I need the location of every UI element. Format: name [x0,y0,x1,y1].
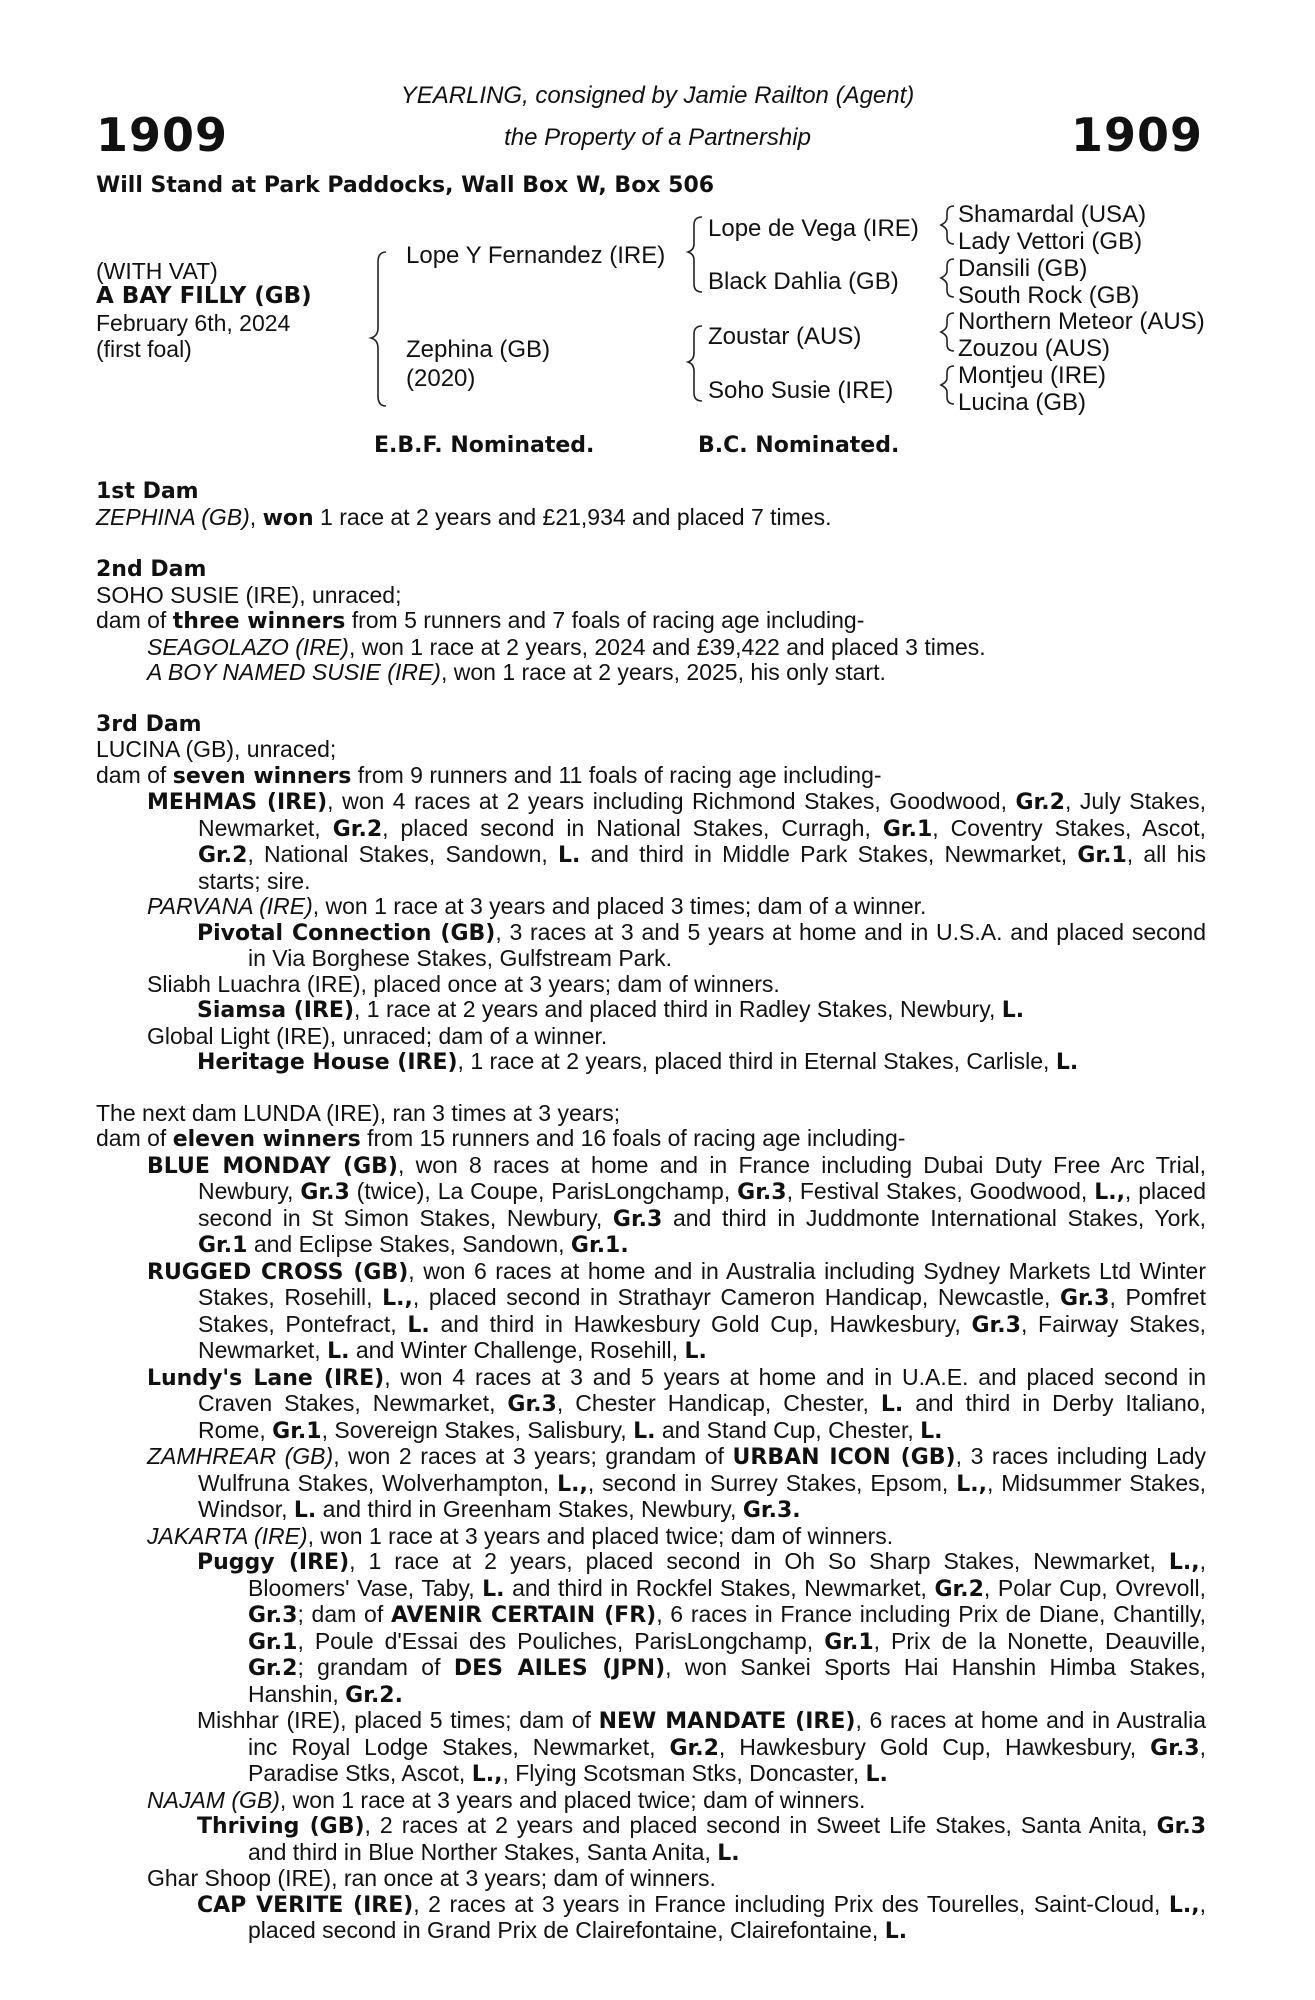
ggp-2: Lady Vettori (GB) [958,228,1143,255]
second-dam-heading: 2nd Dam [96,557,207,582]
property-line: the Property of a Partnership [504,124,811,151]
second-dam-line: SOHO SUSIE (IRE), unraced; [96,581,402,608]
list-item: MEHMAS (IRE), won 4 races at 2 years including Richmond Stakes, Goodwood, Gr.2, July Stakes, Newmarket, Gr.2, placed second in National Stakes, Curragh, Gr.1, Coventry Stakes, Ascot, Gr.2, National Stakes, Sandown, L. and third in Middle Park Stakes, Newmarket, Gr.1, all his starts; sire. [147,788,1206,894]
list-item: Siamsa (IRE), 1 race at 2 years and placed third in Radley Stakes, Newbury, L. [197,996,1025,1023]
dam-sire: Zoustar (AUS) [708,323,862,350]
third-dam-heading: 3rd Dam [96,711,202,737]
lot-number-left: 1909 [96,108,229,162]
main-brace [371,252,386,406]
horse-description: A BAY FILLY (GB) [96,283,312,309]
list-item: Lundy's Lane (IRE), won 4 races at 3 and 5 years at home and in U.A.E. and placed second in Craven Stakes, Newmarket, Gr.3, Chester Handicap, Chester, L. and third in Derby Italiano, Rome, Gr.1, Sovereign Stakes, Salisbury, L. and Stand Cup, Chester, L. [147,1363,1206,1444]
third-dam-line: LUCINA (GB), unraced; [96,736,337,762]
list-item: A BOY NAMED SUSIE (IRE), won 1 race at 2 years, 2025, his only start. [147,659,886,685]
list-item: NAJAM (GB), won 1 race at 3 years and placed twice; dam of winners. [147,1786,866,1813]
produce-record [96,478,1206,1945]
ggp-brace-2 [941,259,954,297]
dam-year: (2020) [406,365,476,392]
ggp-brace-1 [941,206,954,244]
lot-number-right: 1909 [1070,108,1203,162]
list-item: BLUE MONDAY (GB), won 8 races at home and in France including Dubai Duty Free Arc Trial, Newbury, Gr.3 (twice), La Coupe, ParisLongchamp, Gr.3, Festival Stakes, Goodwood, L.,, placed second in St Simon Stakes, Newbury, Gr.3 and third in Juddmonte International Stakes, York, Gr.1 and Eclipse Stakes, Sandown, Gr.1. [147,1151,1206,1258]
sire-brace [688,217,702,292]
third-dam-produce: dam of seven winners from 9 runners and 11 foals of racing age including- [96,761,882,789]
ggp-5: Northern Meteor (AUS) [958,308,1205,335]
list-item: SEAGOLAZO (IRE), won 1 race at 2 years, 2024 and £39,422 and placed 3 times. [147,633,986,660]
list-item: RUGGED CROSS (GB), won 6 races at home and in Australia including Sydney Markets Ltd Winter Stakes, Rosehill, L.,, placed second in Strathayr Cameron Handicap, Newcastle, Gr.3, Pomfret Stakes, Pontefract, L. and third in Hawkesbury Gold Cup, Hawkesbury, Gr.3, Fairway Stakes, Newmarket, L. and Winter Challenge, Rosehill, L. [147,1257,1206,1364]
list-item: ZAMHREAR (GB), won 2 races at 3 years; grandam of URBAN ICON (GB), 3 races including Lady Wulfruna Stakes, Wolverhampton, L.,, second in Surrey Stakes, Epsom, L.,, Midsummer Stakes, Windsor, L. and third in Greenham Stakes, Newbury, Gr.3. [147,1443,1206,1523]
sire-sire: Lope de Vega (IRE) [708,215,919,242]
stand-location: Will Stand at Park Paddocks, Wall Box W, Box 506 [96,173,715,198]
list-item: Thriving (GB), 2 races at 2 years and placed second in Sweet Life Stakes, Santa Anita, Gr.3 and third in Blue Norther Stakes, Santa Anita, L. [197,1812,1206,1866]
ggp-brace-4 [941,366,954,404]
list-item: Pivotal Connection (GB), 3 races at 3 and 5 years at home and in U.S.A. and placed second in Via Borghese Stakes, Gulfstream Park. [197,918,1206,971]
ggp-4: South Rock (GB) [958,282,1140,309]
vat-note: (WITH VAT) [96,258,218,284]
dam-name: Zephina (GB) [406,336,551,363]
sire-dam: Black Dahlia (GB) [708,268,899,295]
first-foal-note: (first foal) [96,336,192,362]
first-dam-record: ZEPHINA (GB), won 1 race at 2 years and £21,934 and placed 7 times. [96,503,832,531]
list-item: CAP VERITE (IRE), 2 races at 3 years in France including Prix des Tourelles, Saint-Cloud, L.,, placed second in Grand Prix de Clairefontaine, Clairefontaine, L. [197,1890,1206,1944]
list-item: Mishhar (IRE), placed 5 times; dam of NEW MANDATE (IRE), 6 races at home and in Australia inc Royal Lodge Stakes, Newmarket, Gr.2, Hawkesbury Gold Cup, Hawkesbury, Gr.3, Paradise Stks, Ascot, L.,, Flying Scotsman Stks, Doncaster, L. [197,1707,1206,1787]
ggp-7: Montjeu (IRE) [958,362,1107,389]
next-dam-produce: dam of eleven winners from 15 runners and 16 foals of racing age including- [96,1125,906,1152]
list-item: Global Light (IRE), unraced; dam of a winner. [147,1022,608,1049]
first-dam-heading: 1st Dam [96,479,199,504]
sire-name: Lope Y Fernandez (IRE) [406,242,666,269]
ebf-nominated: E.B.F. Nominated. [374,433,595,458]
list-item: Puggy (IRE), 1 race at 2 years, placed second in Oh So Sharp Stakes, Newmarket, L.,, Bloomers' Vase, Taby, L. and third in Rockfel Stakes, Newmarket, Gr.2, Polar Cup, Ovrevoll, Gr.3; dam of AVENIR CERTAIN (FR), 6 races in France including Prix de Diane, Chantilly, Gr.1, Poule d'Essai des Pouliches, ParisLongchamp, Gr.1, Prix de la Nonette, Deauville, Gr.2; grandam of DES AILES (JPN), won Sankei Sports Hai Hanshin Himba Stakes, Hanshin, Gr.2. [197,1548,1207,1708]
second-dam-produce: dam of three winners from 5 runners and 7 foals of racing age including- [96,607,865,634]
list-item: PARVANA (IRE), won 1 race at 3 years and placed 3 times; dam of a winner. [147,893,927,919]
list-item: Heritage House (IRE), 1 race at 2 years, placed third in Eternal Stakes, Carlisle, L. [197,1048,1079,1075]
ggp-8: Lucina (GB) [958,389,1087,416]
dam-brace [688,326,702,401]
foaling-date: February 6th, 2024 [96,310,291,336]
ggp-brace-3 [941,313,954,351]
list-item: JAKARTA (IRE), won 1 race at 3 years and placed twice; dam of winners. [147,1522,894,1549]
consignment-line: YEARLING, consigned by Jamie Railton (Agent) [400,82,915,109]
bc-nominated: B.C. Nominated. [698,433,900,458]
dam-dam: Soho Susie (IRE) [708,377,894,404]
ggp-3: Dansili (GB) [958,255,1088,282]
ggp-1: Shamardal (USA) [958,201,1147,228]
list-item: Ghar Shoop (IRE), ran once at 3 years; dam of winners. [147,1865,716,1891]
ggp-6: Zouzou (AUS) [958,335,1111,362]
list-item: Sliabh Luachra (IRE), placed once at 3 years; dam of winners. [147,970,780,997]
next-dam-line: The next dam LUNDA (IRE), ran 3 times at 3 years; [96,1099,621,1126]
